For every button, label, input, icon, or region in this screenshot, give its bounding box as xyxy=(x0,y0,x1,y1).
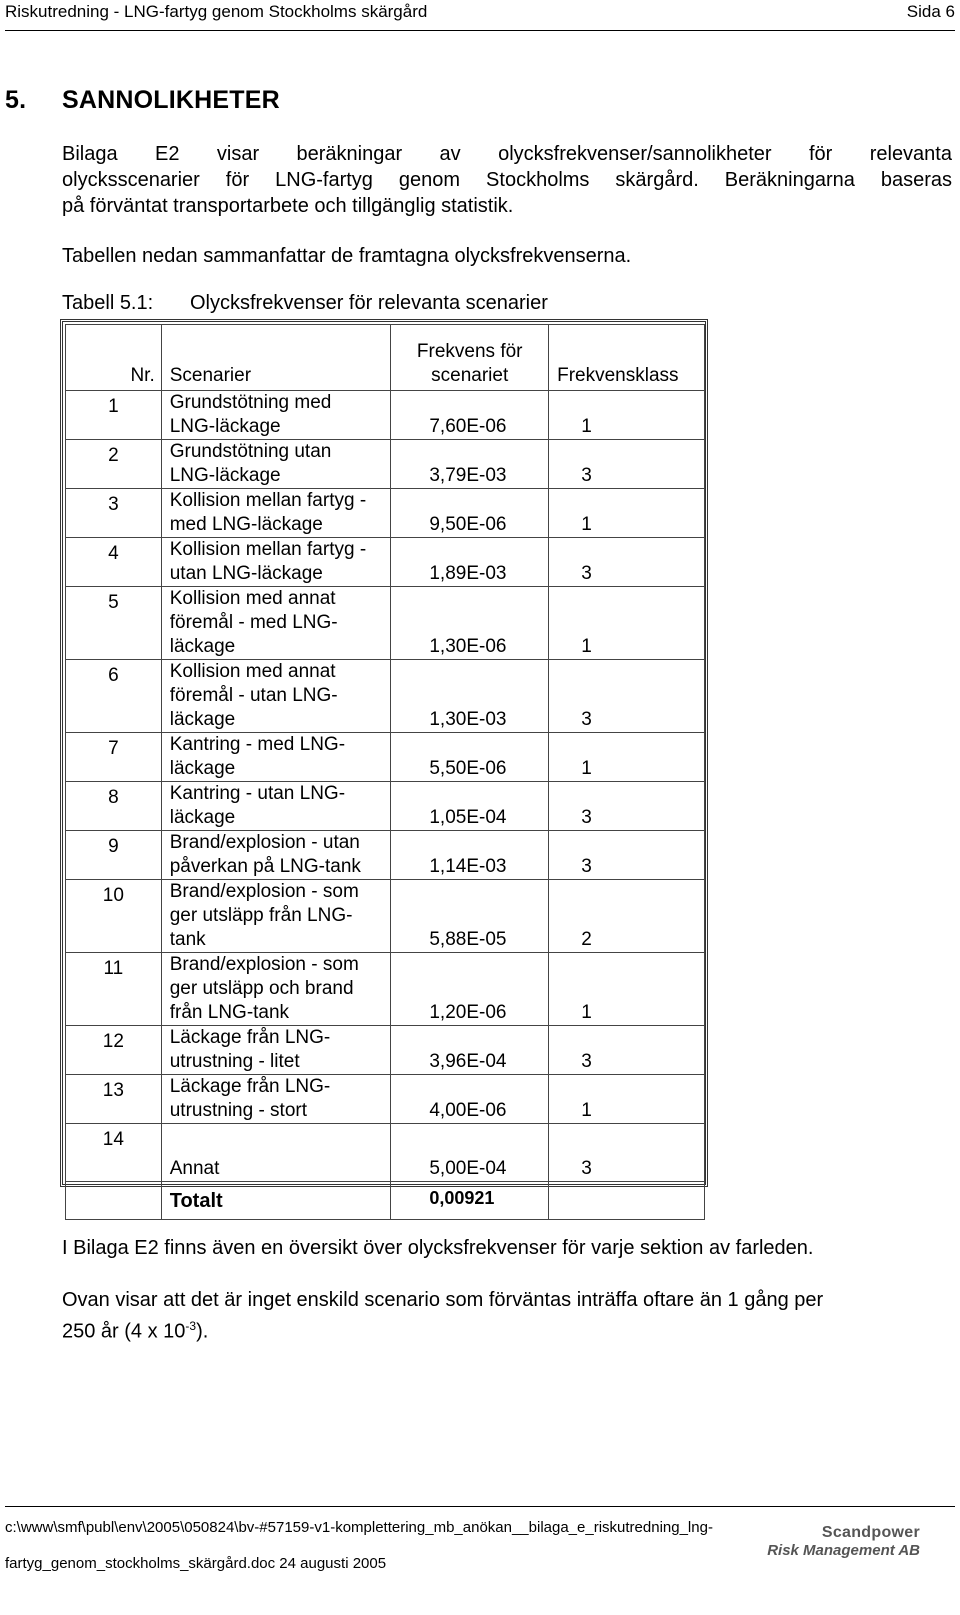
table-row xyxy=(66,489,705,538)
table-row xyxy=(66,538,705,587)
scenario-line: Läckage från LNG- xyxy=(169,1076,331,1097)
header-frequency-line: Frekvens för xyxy=(416,341,523,362)
row-scenario xyxy=(161,1124,391,1182)
row-frequency: 9,50E-06 xyxy=(391,489,549,538)
table-row xyxy=(66,782,705,831)
scenario-line: läckage xyxy=(169,709,236,730)
footer-path: c:\www\smf\publ\env\2005\050824\bv-#57159-v1-komplettering_mb_anökan__bilaga_e_riskutredning_lng- xyxy=(5,1519,713,1536)
row-number: 11 xyxy=(66,953,162,1026)
conclusion-text: 250 år (4 x 10 xyxy=(62,1320,186,1343)
intro-paragraph xyxy=(62,141,952,219)
table-row xyxy=(66,880,705,953)
scenario-line: Kollision mellan fartyg - xyxy=(169,539,367,560)
scenario-line: föremål - med LNG- xyxy=(169,612,338,633)
scenario-line: ger utsläpp och brand xyxy=(169,978,354,999)
scenario-line: från LNG-tank xyxy=(169,1002,290,1023)
footer-file-info xyxy=(5,1510,713,1582)
row-frequency-class: 1 xyxy=(549,733,705,782)
table-row xyxy=(66,1124,705,1182)
row-number: 7 xyxy=(66,733,162,782)
row-frequency: 1,89E-03 xyxy=(391,538,549,587)
table-row xyxy=(66,733,705,782)
logo-line: Scandpower xyxy=(821,1524,920,1541)
scenario-line: Kollision med annat xyxy=(169,588,336,609)
intro-line: Bilaga E2 visar beräkningar av olycksfrekvenser/sannolikheter för relevanta xyxy=(62,143,952,165)
row-frequency-class: 1 xyxy=(549,391,705,440)
row-frequency: 4,00E-06 xyxy=(391,1075,549,1124)
row-frequency-class: 3 xyxy=(549,1124,705,1182)
intro-line: olycksscenarier för LNG-fartyg genom Stockholms skärgård. Beräkningarna baseras xyxy=(62,169,952,191)
page-number: Sida 6 xyxy=(906,2,955,21)
table-row xyxy=(66,953,705,1026)
scenario-line: Läckage från LNG- xyxy=(169,1027,331,1048)
scenario-line: med LNG-läckage xyxy=(169,514,323,535)
row-number: 14 xyxy=(66,1124,162,1182)
scenario-line: Kantring - med LNG- xyxy=(169,734,346,755)
page-header xyxy=(5,0,955,31)
total-label: Totalt xyxy=(161,1182,391,1220)
row-number: 8 xyxy=(66,782,162,831)
row-scenario xyxy=(161,660,391,733)
row-number: 4 xyxy=(66,538,162,587)
scenario-line: Brand/explosion - utan xyxy=(169,832,360,853)
conclusion-line: Ovan visar att det är inget enskild scenario som förväntas inträffa oftare än 1 gång per xyxy=(62,1289,824,1311)
row-frequency-class: 3 xyxy=(549,831,705,880)
caption-label: Tabell 5.1: xyxy=(62,292,154,314)
scenario-line: Brand/explosion - som xyxy=(169,954,359,975)
row-frequency-class: 3 xyxy=(549,1026,705,1075)
scenario-line: Brand/explosion - som xyxy=(169,881,359,902)
row-frequency: 1,30E-06 xyxy=(391,587,549,660)
row-scenario xyxy=(161,440,391,489)
scenario-line: Kollision mellan fartyg - xyxy=(169,490,367,511)
scenario-line: Annat xyxy=(169,1158,220,1179)
table-row xyxy=(66,440,705,489)
header-nr: Nr. xyxy=(66,325,162,391)
total-empty-cell xyxy=(66,1182,162,1220)
header-frequency-line: scenariet xyxy=(431,365,509,386)
scenario-line: LNG-läckage xyxy=(169,416,281,437)
table-caption xyxy=(62,292,548,315)
total-class-empty xyxy=(549,1182,705,1220)
row-scenario xyxy=(161,391,391,440)
scenario-line: tank xyxy=(169,929,206,950)
row-frequency-class: 3 xyxy=(549,782,705,831)
total-frequency: 0,00921 xyxy=(391,1182,549,1220)
scenario-line xyxy=(170,1133,391,1157)
frequency-table xyxy=(60,319,708,1212)
row-frequency: 3,79E-03 xyxy=(391,440,549,489)
overview-paragraph: I Bilaga E2 finns även en översikt över olycksfrekvenser för varje sektion av farleden. xyxy=(62,1237,814,1259)
table-row xyxy=(66,1075,705,1124)
row-scenario xyxy=(161,1075,391,1124)
scenario-line: läckage xyxy=(169,636,236,657)
scenario-line: utrustning - litet xyxy=(169,1051,300,1072)
row-scenario xyxy=(161,489,391,538)
row-scenario xyxy=(161,880,391,953)
table-row xyxy=(66,660,705,733)
footer-filename: fartyg_genom_stockholms_skärgård.doc 24 augusti 2005 xyxy=(5,1555,387,1572)
row-frequency: 5,88E-05 xyxy=(391,880,549,953)
company-logo xyxy=(767,1524,920,1559)
footer-divider xyxy=(5,1506,955,1507)
row-number: 5 xyxy=(66,587,162,660)
row-frequency: 3,96E-04 xyxy=(391,1026,549,1075)
row-number: 6 xyxy=(66,660,162,733)
row-frequency-class: 3 xyxy=(549,440,705,489)
row-number: 13 xyxy=(66,1075,162,1124)
intro-line: på förväntat transportarbete och tillgänglig statistik. xyxy=(62,195,514,217)
row-frequency: 7,60E-06 xyxy=(391,391,549,440)
row-scenario xyxy=(161,538,391,587)
row-frequency: 5,50E-06 xyxy=(391,733,549,782)
conclusion-paragraph xyxy=(62,1287,942,1345)
row-frequency-class: 1 xyxy=(549,587,705,660)
row-number: 9 xyxy=(66,831,162,880)
row-frequency: 5,00E-04 xyxy=(391,1124,549,1182)
row-scenario xyxy=(161,1026,391,1075)
row-frequency: 1,30E-03 xyxy=(391,660,549,733)
row-scenario xyxy=(161,587,391,660)
row-number: 10 xyxy=(66,880,162,953)
table-row xyxy=(66,391,705,440)
header-class: Frekvensklass xyxy=(549,325,705,391)
row-number: 12 xyxy=(66,1026,162,1075)
table-row xyxy=(66,1026,705,1075)
scenario-line: föremål - utan LNG- xyxy=(169,685,338,706)
header-frequency xyxy=(391,325,549,391)
scenario-line: Grundstötning utan xyxy=(169,441,332,462)
total-row xyxy=(66,1182,705,1220)
table-row xyxy=(66,587,705,660)
table-row xyxy=(66,831,705,880)
row-frequency: 1,14E-03 xyxy=(391,831,549,880)
header-title: Riskutredning - LNG-fartyg genom Stockholms skärgård xyxy=(5,2,428,21)
row-number: 2 xyxy=(66,440,162,489)
conclusion-text: ). xyxy=(196,1320,209,1343)
row-scenario xyxy=(161,782,391,831)
row-frequency-class: 1 xyxy=(549,489,705,538)
row-frequency-class: 3 xyxy=(549,660,705,733)
row-frequency-class: 2 xyxy=(549,880,705,953)
row-frequency-class: 1 xyxy=(549,1075,705,1124)
section-heading xyxy=(5,86,280,115)
logo-line: Risk Management AB xyxy=(767,1542,920,1559)
row-number: 1 xyxy=(66,391,162,440)
scenario-line: ger utsläpp från LNG- xyxy=(169,905,353,926)
exponent: -3 xyxy=(185,1319,197,1333)
section-title: SANNOLIKHETER xyxy=(62,86,280,114)
scenario-line: Kollision med annat xyxy=(169,661,336,682)
summary-paragraph: Tabellen nedan sammanfattar de framtagna olycksfrekvenserna. xyxy=(62,245,632,267)
row-frequency: 1,05E-04 xyxy=(391,782,549,831)
section-number: 5. xyxy=(5,86,27,114)
scenario-line: utan LNG-läckage xyxy=(169,563,323,584)
scenario-line: Grundstötning med xyxy=(169,392,332,413)
row-number: 3 xyxy=(66,489,162,538)
row-frequency: 1,20E-06 xyxy=(391,953,549,1026)
row-frequency-class: 1 xyxy=(549,953,705,1026)
scenario-line: utrustning - stort xyxy=(169,1100,308,1121)
header-scenario: Scenarier xyxy=(161,325,391,391)
conclusion-line xyxy=(62,1313,942,1345)
scenario-line: LNG-läckage xyxy=(169,465,281,486)
scenario-line: läckage xyxy=(169,758,236,779)
row-frequency-class: 3 xyxy=(549,538,705,587)
row-scenario xyxy=(161,953,391,1026)
row-scenario xyxy=(161,733,391,782)
scenario-line: Kantring - utan LNG- xyxy=(169,783,346,804)
scenario-line: läckage xyxy=(169,807,236,828)
row-scenario xyxy=(161,831,391,880)
caption-text: Olycksfrekvenser för relevanta scenarier xyxy=(190,292,548,314)
scenario-line: påverkan på LNG-tank xyxy=(169,856,361,877)
